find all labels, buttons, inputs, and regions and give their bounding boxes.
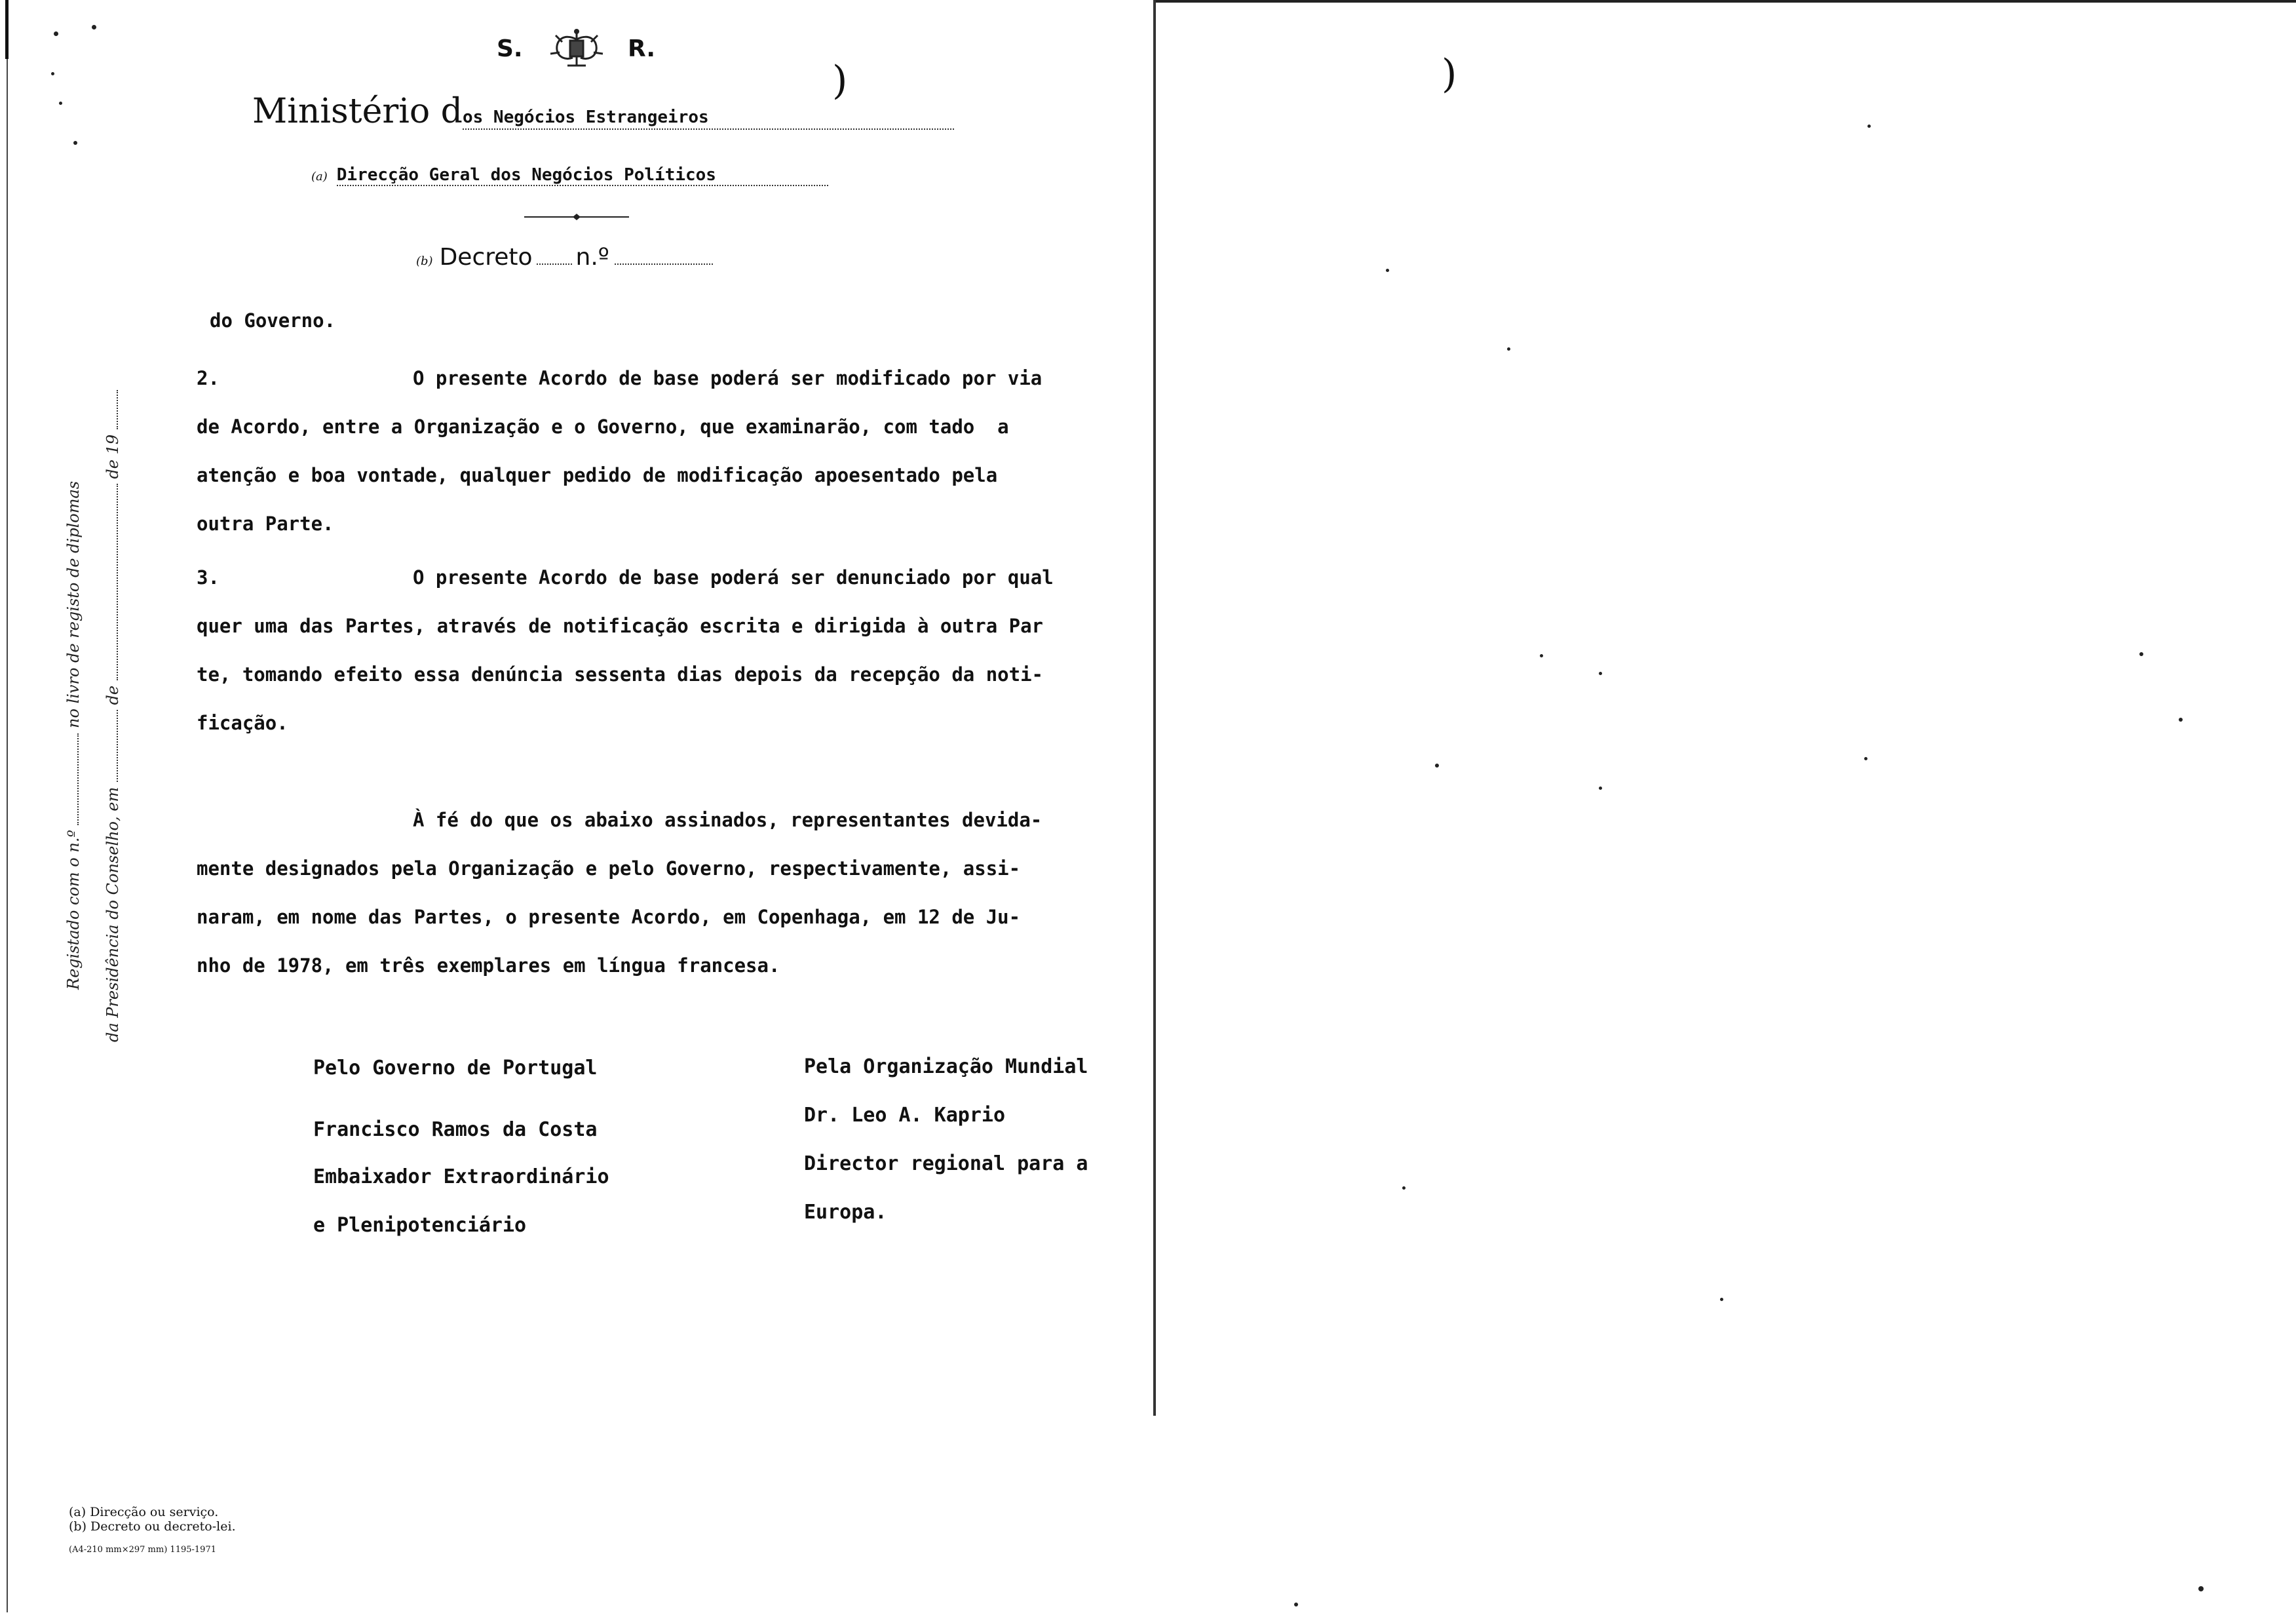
sig-left-line-2: Francisco Ramos da Costa: [313, 1118, 598, 1141]
para4-line-2: mente designados pela Organização e pelo Governo, respectivamente, assi-: [197, 857, 1021, 880]
opening-line: do Governo.: [210, 309, 336, 332]
right-page-top-edge: [1156, 0, 2296, 3]
register-text-1b: no livro de registo de diplomas: [64, 480, 83, 728]
bracket-mark: ): [832, 58, 848, 104]
sig-right-line-2: Dr. Leo A. Kaprio: [804, 1104, 1006, 1127]
sig-right-line-1: Pela Organização Mundial: [804, 1055, 1088, 1078]
sig-right-line-3: Director regional para a: [804, 1152, 1088, 1175]
para2-line-2: de Acordo, entre a Organização e o Governo, que examinarão, com tado a: [197, 416, 1009, 438]
footnote-b: (b) Decreto ou decreto-lei.: [69, 1519, 236, 1534]
ministry-label: Ministério d: [252, 92, 463, 131]
register-blank-4: [117, 390, 118, 429]
direccao-line: [311, 165, 849, 191]
ministry-value: os Negócios Estrangeiros: [463, 107, 954, 130]
para4-line-1: À fé do que os abaixo assinados, representantes devida-: [413, 809, 1043, 831]
decreto-label: Decreto: [439, 244, 533, 271]
direccao-value: Direcção Geral dos Negócios Políticos: [337, 165, 828, 186]
para2-number: 2.: [197, 367, 220, 389]
para2-line-3: atenção e boa vontade, qualquer pedido de modificação apoesentado pela: [197, 464, 998, 486]
para2-line-4: outra Parte.: [197, 513, 334, 535]
coat-of-arms-emblem: [544, 26, 609, 72]
para4-line-4: nho de 1978, em três exemplares em língua francesa.: [197, 954, 780, 977]
sig-left-line-4: e Plenipotenciário: [313, 1214, 527, 1237]
header-divider: [524, 212, 629, 222]
para2-line-1: O presente Acordo de base poderá ser modificado por via: [413, 367, 1043, 389]
form-format-note: (A4-210 mm×297 mm) 1195-1971: [69, 1545, 216, 1555]
sig-left-line-3: Embaixador Extraordinário: [313, 1165, 609, 1188]
ministry-line: [252, 92, 901, 138]
decreto-blank: [537, 263, 572, 265]
para3-line-2: quer uma das Partes, através de notificação escrita e dirigida à outra Par: [197, 615, 1044, 637]
direccao-marker: (a): [311, 170, 328, 184]
decreto-line: [416, 244, 757, 277]
numero-blank: [615, 263, 713, 265]
para3-number: 3.: [197, 566, 220, 589]
signature-block-organization: [804, 1055, 1145, 1232]
footnotes: [69, 1505, 236, 1557]
header-s-letter: S.: [497, 35, 523, 62]
sig-right-line-4: Europa.: [804, 1201, 887, 1224]
header-r-letter: R.: [628, 35, 656, 62]
register-text-2a: da Presidência do Conselho, em: [104, 787, 122, 1042]
para4-line-3: naram, em nome das Partes, o presente Acordo, em Copenhaga, em 12 de Ju-: [197, 906, 1021, 928]
para3-line-1: O presente Acordo de base poderá ser denunciado por qual: [413, 566, 1054, 589]
register-blank-1: [77, 733, 79, 825]
body-text: [197, 309, 1140, 998]
register-blank-3: [117, 484, 118, 680]
page-fold-line: [1153, 0, 1156, 1416]
bracket-mark-right: ): [1442, 51, 1457, 97]
numero-label: n.º: [575, 244, 609, 271]
register-text-2c: de 19: [104, 434, 122, 479]
register-line-1: [64, 481, 83, 990]
register-blank-2: [117, 710, 118, 782]
para3-line-4: ficação.: [197, 712, 288, 734]
para3-line-3: te, tomando efeito essa denúncia sessenta dias depois da recepção da noti-: [197, 663, 1044, 686]
signature-block-portugal: [313, 1057, 680, 1247]
sig-left-line-1: Pelo Governo de Portugal: [313, 1057, 598, 1080]
header-sr: [485, 26, 681, 72]
register-line-2: [104, 390, 122, 1042]
register-text-2b: de: [104, 685, 122, 705]
decreto-marker: (b): [416, 254, 433, 268]
register-text-1a: Registado com o n.º: [64, 830, 83, 990]
footnote-a: (a) Direcção ou serviço.: [69, 1505, 219, 1519]
